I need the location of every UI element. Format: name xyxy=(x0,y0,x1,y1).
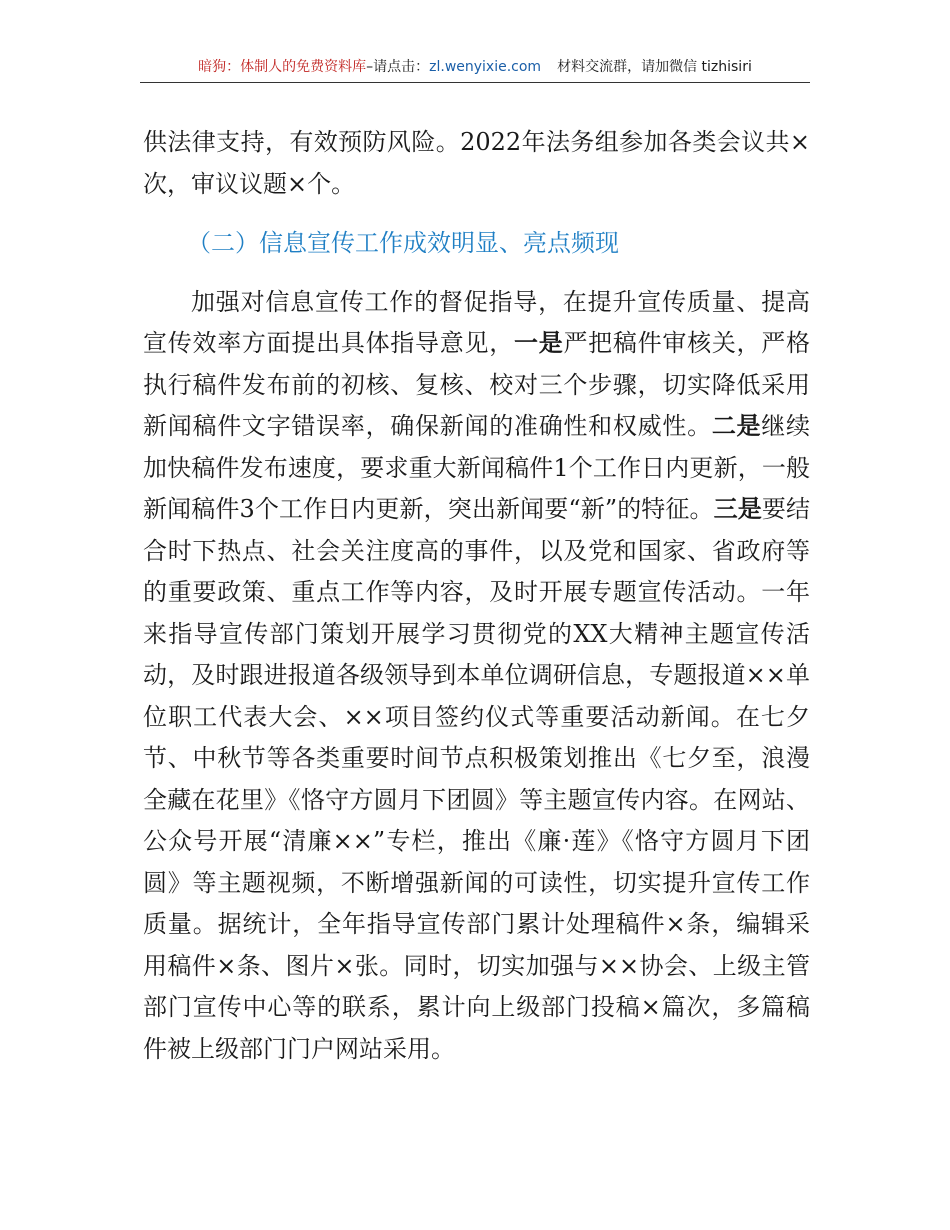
header-url-link[interactable]: zl.wenyixie.com xyxy=(429,59,542,75)
body-paragraph xyxy=(143,282,810,1071)
lead-label-3: 三是 xyxy=(713,495,762,523)
page-header xyxy=(140,56,810,83)
lead-label-2: 二是 xyxy=(711,412,762,440)
body-text-2: 继续加快稿件发布速度，要求重大新闻稿件1个工作日内更新，一般新闻稿件3个工作日内更新，突出新闻要“新”的特征。 xyxy=(143,412,811,523)
document-body xyxy=(143,122,810,1070)
header-click-prompt: –请点击： xyxy=(366,59,430,75)
intro-paragraph: 供法律支持，有效预防风险。2022年法务组参加各类会议共×次，审议议题×个。 xyxy=(143,128,810,198)
header-group-info: 材料交流群，请加微信 tizhisiri xyxy=(557,59,752,75)
body-text-1: 严把稿件审核关，严格执行稿件发布前的初核、复核、校对三个步骤，切实降低采用新闻稿件文字错误率，确保新闻的准确性和权威性。 xyxy=(143,329,811,440)
lead-label-1: 一是 xyxy=(513,329,564,357)
section-heading: （二）信息宣传工作成效明显、亮点频现 xyxy=(187,229,619,257)
header-brand: 暗狗：体制人的免费资料库 xyxy=(198,59,367,75)
body-text-3: 要结合时下热点、社会关注度高的事件，以及党和国家、省政府等的重要政策、重点工作等内容，及时开展专题宣传活动。一年来指导宣传部门策划开展学习贯彻党的XX大精神主题宣传活动，及时跟进报道各级领导到本单位调研信息，专题报道××单位职工代表大会、××项目签约仪式等重要活动新闻。在七夕节、中秋节等各类重要时间节点积极策划推出《七夕至，浪漫全藏在花里》《恪守方圆月下团圆》等主题宣传内容。在网站、公众号开展“清廉××”专栏，推出《廉·莲》《恪守方圆月下团圆》等主题视频，不断增强新闻的可读性，切实提升宣传工作质量。据统计，全年指导宣传部门累计处理稿件×条，编辑采用稿件×条、图片×张。同时，切实加强与××协会、上级主管部门宣传中心等的联系，累计向上级部门投稿×篇次，多篇稿件被上级部门门户网站采用。 xyxy=(143,495,811,1063)
body-intro-text: 加强对信息宣传工作的督促指导，在提升宣传质量、提高宣传效率方面提出具体指导意见， xyxy=(143,287,810,357)
